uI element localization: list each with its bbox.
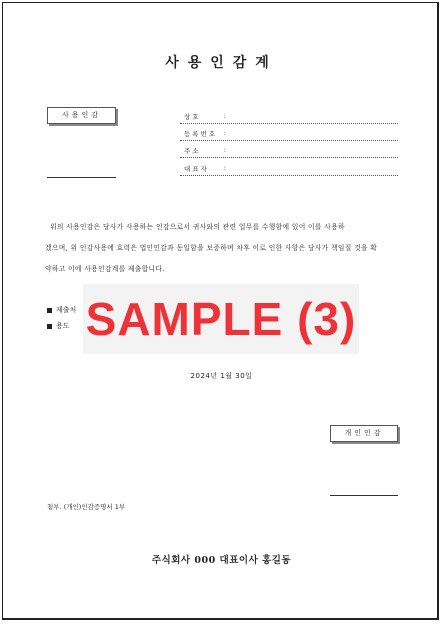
info-label: 대표자 : xyxy=(184,164,222,173)
bullet-submit-to xyxy=(47,305,76,315)
document-title: 사용인감계 xyxy=(165,55,278,71)
info-row-representative xyxy=(180,163,398,176)
info-row-registration-number xyxy=(180,128,398,141)
bullet-square-icon xyxy=(47,324,52,329)
body-line: 겠으며, 위 인감사용에 효력은 법인인감과 동일함을 보증하며 차후 이로 인한 사항은 당사가 책임질 것을 확 xyxy=(45,244,378,252)
info-row-company-name xyxy=(180,111,398,124)
document-date: 2024년 1월 30일 xyxy=(190,372,253,380)
sample-watermark-text: SAMPLE (3) xyxy=(85,293,357,345)
bullet-square-icon xyxy=(47,308,52,313)
personal-seal-label-box: 개인인감 xyxy=(330,425,398,442)
sample-watermark xyxy=(83,284,359,354)
info-row-address xyxy=(180,145,398,158)
body-line: 위의 사용인감은 당사가 사용하는 인감으로서 귀사와의 관련 업무를 수행함에 있어 이를 사용하 xyxy=(50,223,345,231)
attachment-note: 첨부. (개인)인감증명서 1부 xyxy=(47,503,126,511)
seal-label-box: 사용인감 xyxy=(47,107,116,124)
declaration-body xyxy=(45,217,401,280)
bullet-label: 용도 xyxy=(56,322,70,330)
personal-seal-signature-line xyxy=(330,495,398,496)
info-label: 상호 : xyxy=(184,112,222,121)
bullet-label: 제출처 xyxy=(56,306,77,314)
info-label: 등록번호 : xyxy=(184,129,222,138)
seal-signature-line xyxy=(47,177,116,178)
info-label: 주소 : xyxy=(184,146,222,155)
company-signature: 주식회사 000 대표이사 홍길동 xyxy=(151,555,292,566)
body-line: 약하고 이에 사용인감계를 제출합니다. xyxy=(45,265,165,273)
bullet-purpose xyxy=(47,321,70,331)
